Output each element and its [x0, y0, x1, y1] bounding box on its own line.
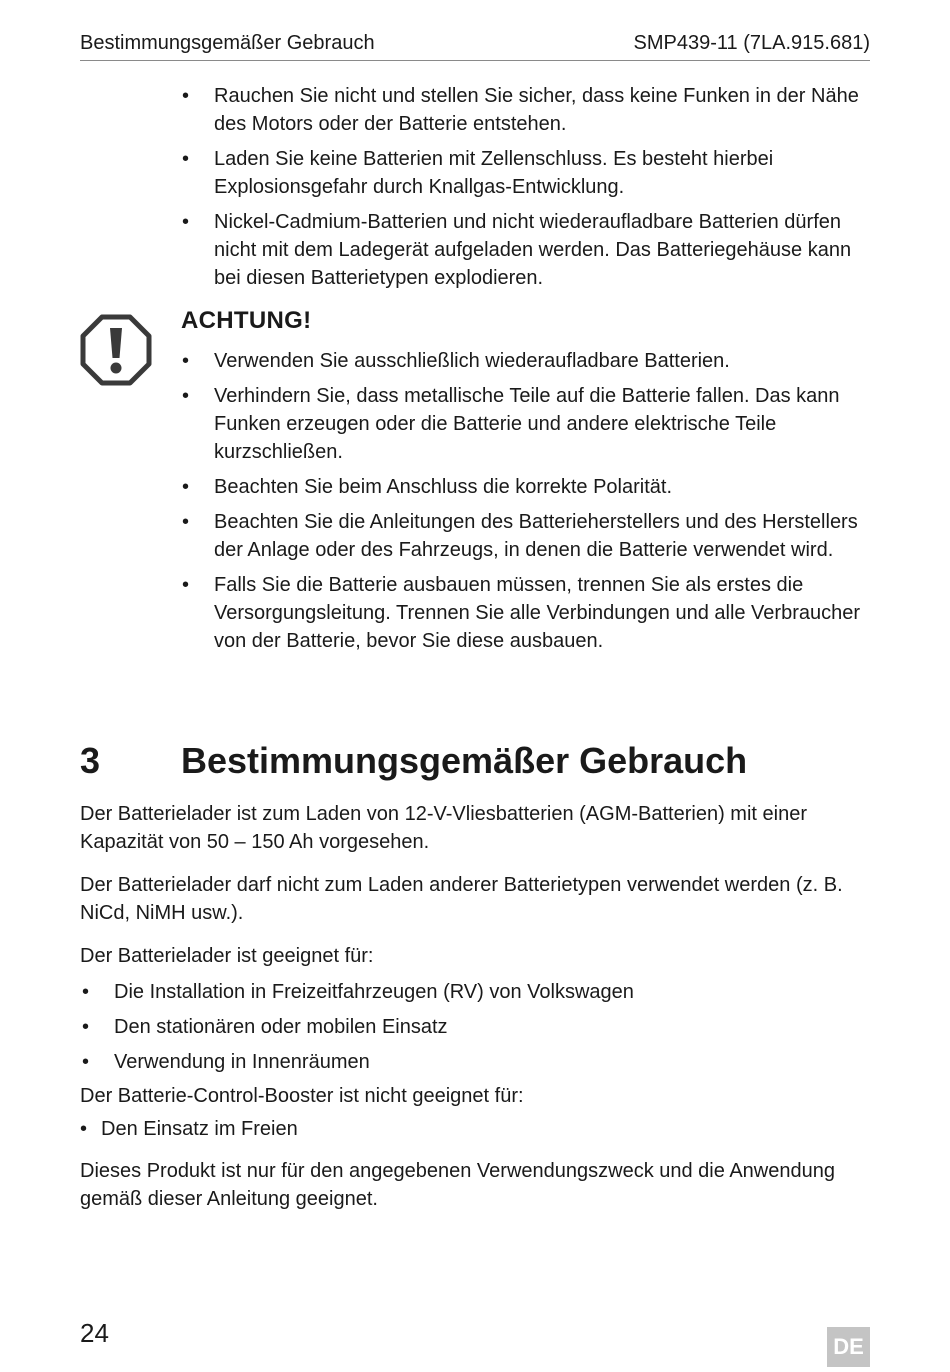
list-item: • Beachten Sie die Anleitungen des Batterieherstellers und des Herstellers der Anlage oder des Fahrzeugs, in denen die Batterie verwendet wird. [214, 508, 870, 564]
page-header [80, 32, 870, 61]
safety-list [214, 82, 870, 299]
section-title: Bestimmungsgemäßer Gebrauch [181, 740, 748, 781]
paragraph: Dieses Produkt ist nur für den angegebenen Verwendungszweck und die Anwendung gemäß dieser Anleitung geeignet. [80, 1160, 835, 1210]
not-suitable-list [101, 1115, 841, 1143]
list-item: • Laden Sie keine Batterien mit Zellenschluss. Es besteht hierbei Explosionsgefahr durch Knallgas-Entwicklung. [214, 145, 870, 201]
language-badge: DE [827, 1327, 870, 1367]
suitable-list [114, 978, 854, 1083]
warning-title: ACHTUNG! [181, 307, 312, 334]
list-item: • Den Einsatz im Freien [101, 1115, 841, 1143]
list-item: • Verhindern Sie, dass metallische Teile auf die Batterie fallen. Das kann Funken erzeugen oder die Batterie und andere elektrische Teile kurzschließen. [214, 382, 870, 466]
section-number: 3 [80, 740, 101, 781]
warning-exclamation-octagon-icon [80, 314, 152, 386]
list-item: • Nickel-Cadmium-Batterien und nicht wiederaufladbare Batterien dürfen nicht mit dem Ladegerät aufgeladen werden. Das Batteriegehäuse kann bei diesen Batterietypen explodieren. [214, 208, 870, 292]
list-item: • Den stationären oder mobilen Einsatz [114, 1013, 854, 1041]
list-item: • Falls Sie die Batterie ausbauen müssen, trennen Sie als erstes die Versorgungsleitung. Trennen Sie alle Verbindungen und alle Verbraucher von der Batterie, bevor Sie diese ausbauen. [214, 571, 870, 655]
list-item: • Beachten Sie beim Anschluss die korrekte Polarität. [214, 473, 870, 501]
list-item: • Verwenden Sie ausschließlich wiederaufladbare Batterien. [214, 347, 870, 375]
paragraph: Der Batterielader darf nicht zum Laden anderer Batterietypen verwendet werden (z. B. NiCd, NiMH usw.). [80, 874, 843, 924]
list-item: • Rauchen Sie nicht und stellen Sie sicher, dass keine Funken in der Nähe des Motors oder der Batterie entstehen. [214, 82, 870, 138]
warning-list [214, 347, 870, 662]
page-number: 24 [80, 1318, 109, 1348]
list-item: • Verwendung in Innenräumen [114, 1048, 854, 1076]
paragraph: Der Batterielader ist zum Laden von 12-V-Vliesbatterien (AGM-Batterien) mit einer Kapazität von 50 – 150 Ah vorgesehen. [80, 803, 807, 853]
header-chapter-title: Bestimmungsgemäßer Gebrauch [80, 32, 375, 54]
list-item: • Die Installation in Freizeitfahrzeugen (RV) von Volkswagen [114, 978, 854, 1006]
paragraph: Der Batterielader ist geeignet für: [80, 945, 374, 967]
header-model-number: SMP439-11 (7LA.915.681) [633, 32, 870, 54]
paragraph: Der Batterie-Control-Booster ist nicht geeignet für: [80, 1085, 524, 1107]
